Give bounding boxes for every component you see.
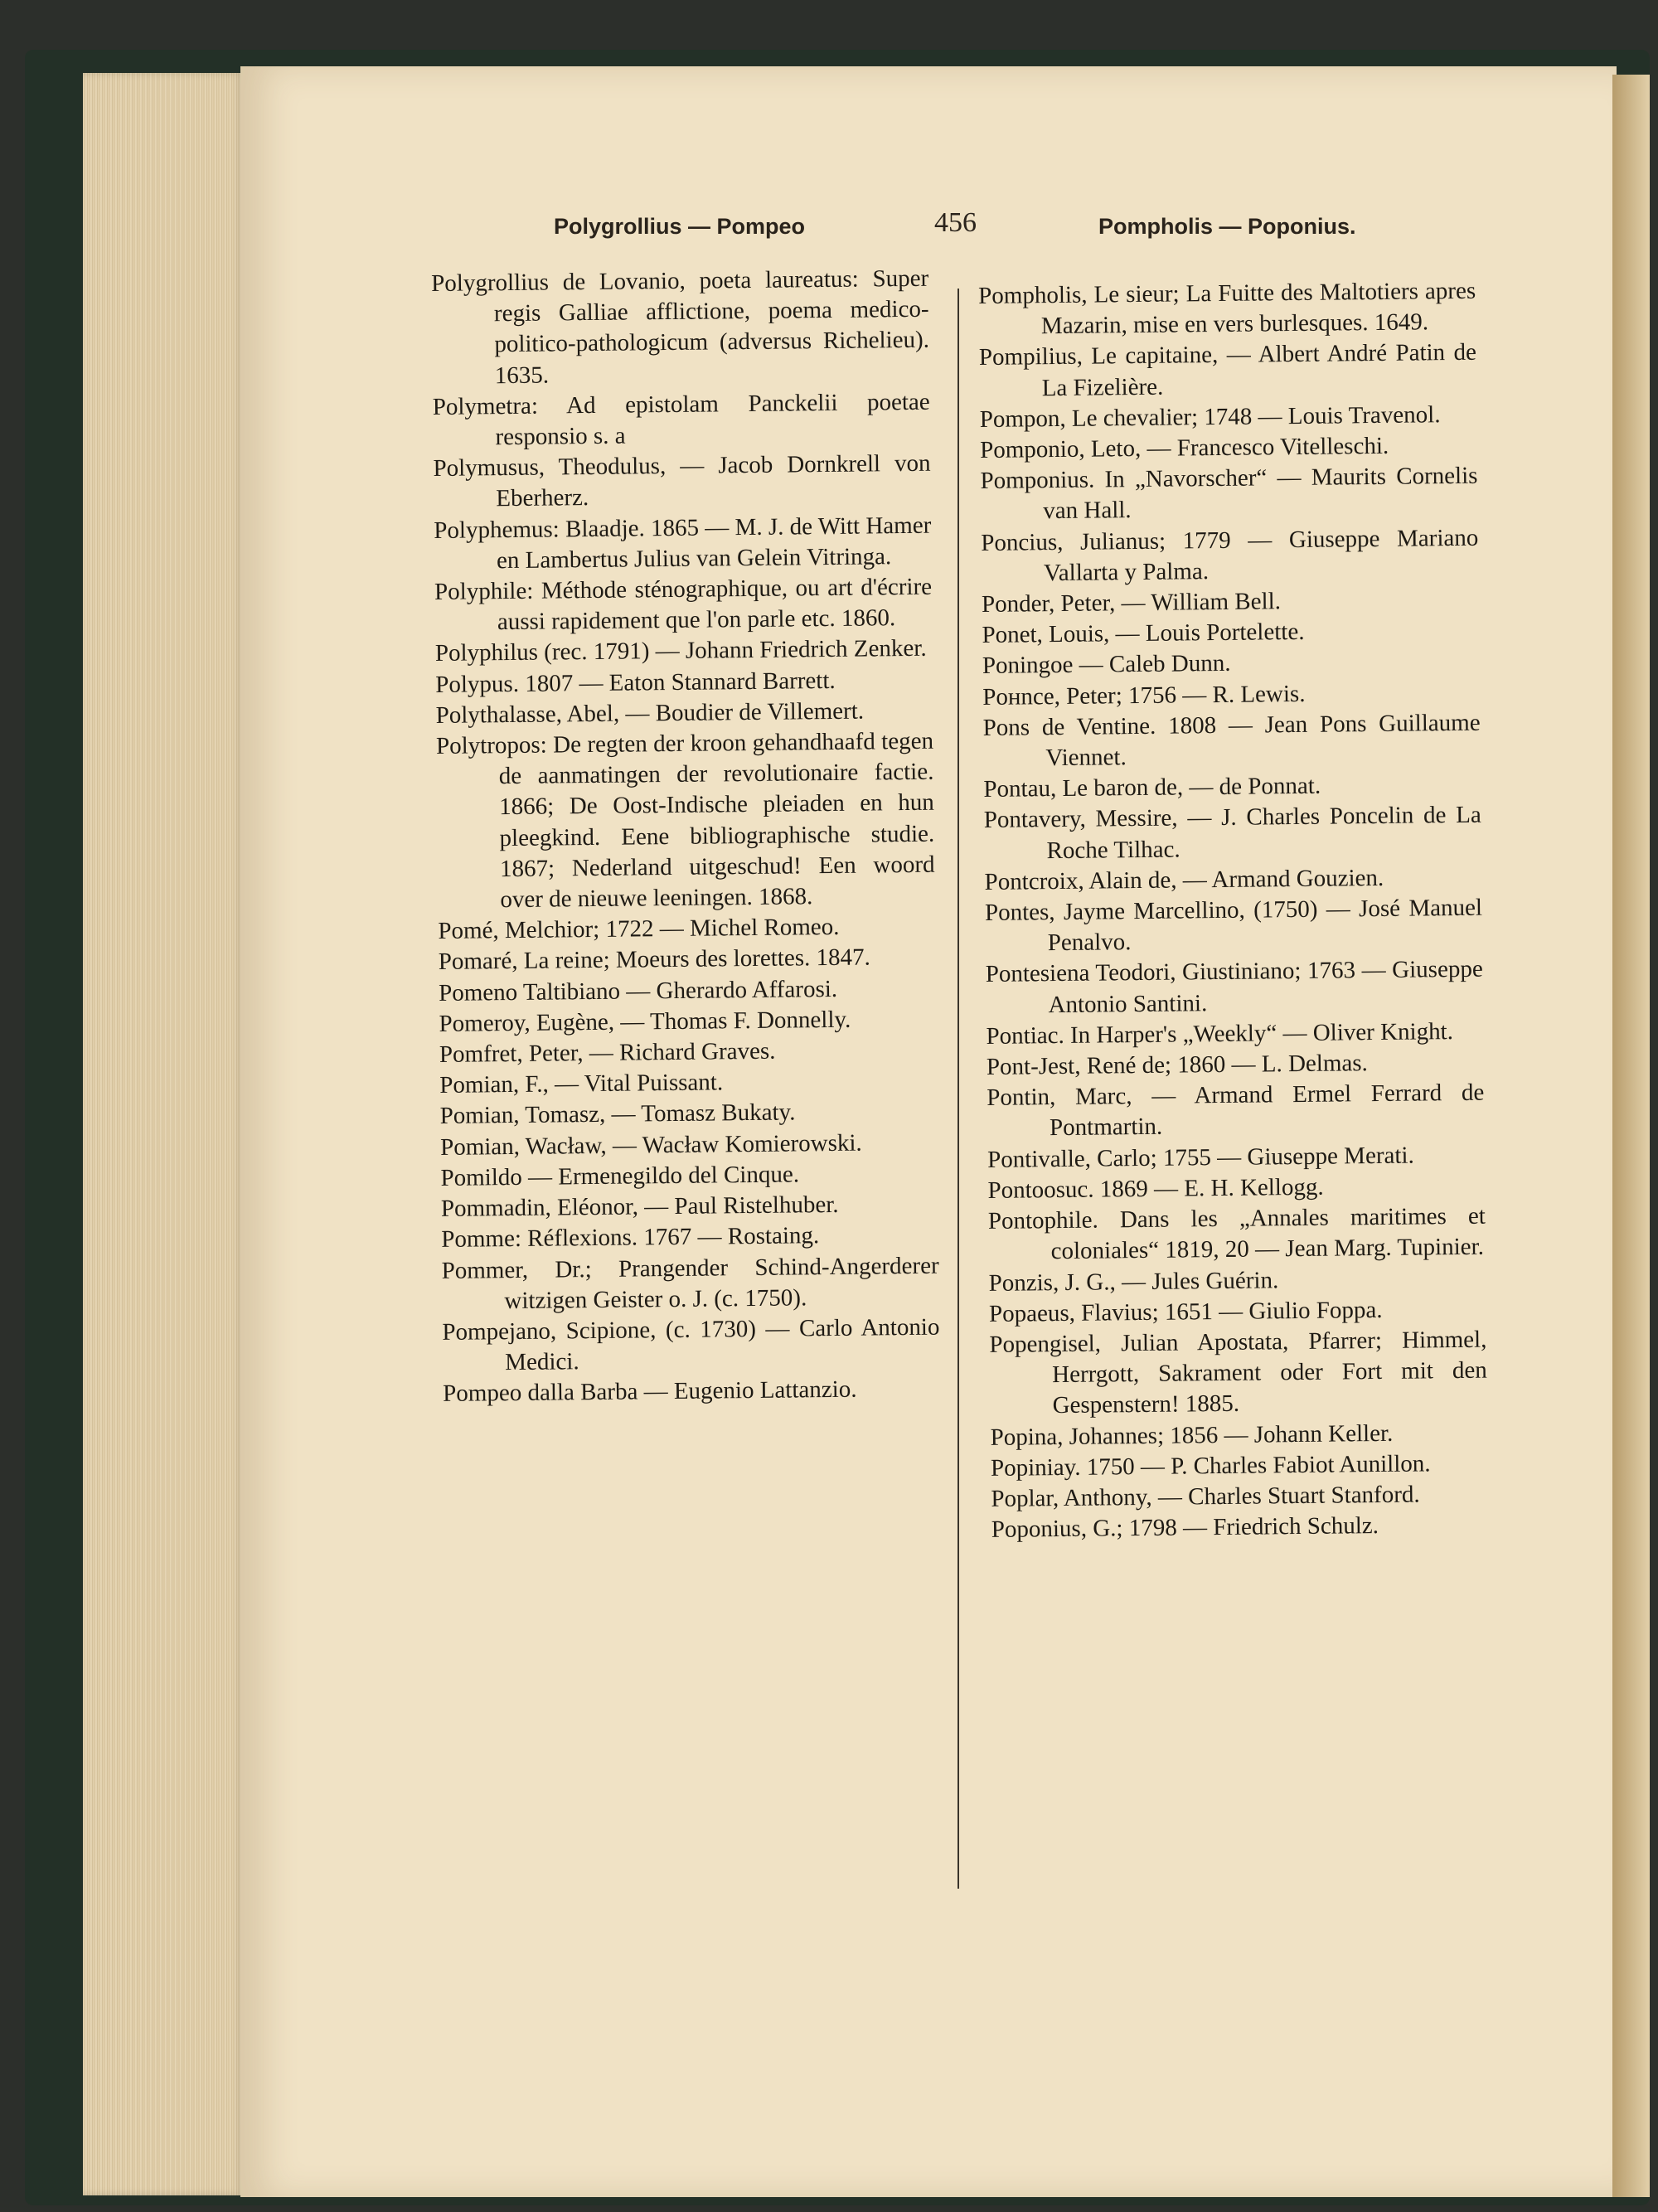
index-entry: Pomé, Melchior; 1722 — Michel Romeo. (438, 914, 840, 945)
left-column (431, 264, 940, 1410)
index-entry: Pomildo — Ermenegildo del Cinque. (440, 1161, 800, 1191)
index-entry: Polytropos: De regten der kroon gehandhaafd tegen de aanmatingen der revolutionaire factie. 1866; De Oost-Indische pleiaden en hun pleegkind. Eene bibliographische studie. 1867; Nederland uitgeschud! Een woord over de nieuwe leeningen. 1868. (435, 727, 935, 914)
index-entry: Pontes, Jayme Marcellino, (1750) — José Manuel Penalvo. (984, 894, 1483, 957)
index-entry: Poncius, Julianus; 1779 — Giuseppe Mariano Vallarta y Palma. (981, 524, 1479, 587)
index-entry: Pontesiena Teodori, Giustiniano; 1763 — Giuseppe Antonio Santini. (985, 956, 1483, 1018)
index-entry: Polygrollius de Lovanio, poeta laureatus: Super regis Galliae afflictione, poema medico-politico-pathologicum (adversus Richelieu). 1635. (431, 264, 930, 389)
index-entry: Poponius, G.; 1798 — Friedrich Schulz. (991, 1512, 1379, 1544)
index-entry: Pontcroix, Alain de, — Armand Gouzien. (984, 864, 1384, 895)
index-entry: Poningoe — Caleb Dunn. (982, 650, 1231, 680)
index-entry: Popengisel, Julian Apostata, Pfarrer; Himmel, Herrgott, Sakrament oder Fort mit den Gespenstern! 1885. (989, 1326, 1487, 1419)
index-entry: Polymusus, Theodulus, — Jacob Dornkrell von Eberherz. (433, 449, 931, 512)
index-entry: Pomme: Réflexions. 1767 — Rostaing. (441, 1222, 820, 1254)
index-entry: Pontivalle, Carlo; 1755 — Giuseppe Merati. (987, 1142, 1414, 1173)
index-entry: Pompon, Le chevalier; 1748 — Louis Travenol. (979, 400, 1441, 433)
index-entry: Pontau, Le baron de, — de Ponnat. (983, 772, 1321, 803)
index-entry: Pomeno Taltibiano — Gherardo Affarosi. (438, 975, 838, 1007)
facing-page-edge (1612, 75, 1650, 2197)
index-entry: Pont-Jest, René de; 1860 — L. Delmas. (986, 1050, 1368, 1081)
index-entry: Ponzis, J. G., — Jules Guérin. (988, 1266, 1279, 1297)
index-entry: Pomian, F., — Vital Puissant. (439, 1069, 724, 1099)
index-entry: Pomian, Wacław, — Wacław Komierowski. (439, 1129, 862, 1161)
index-entry: Pons de Ventine. 1808 — Jean Pons Guillaume Viennet. (982, 709, 1481, 772)
index-entry: Popiniay. 1750 — P. Charles Fabiot Aunillon. (990, 1450, 1431, 1482)
index-entry: Popaeus, Flavius; 1651 — Giulio Foppa. (988, 1296, 1383, 1327)
index-entry: Polypus. 1807 — Eaton Stannard Barrett. (435, 667, 836, 698)
index-entry: Pontoosuc. 1869 — E. H. Kellogg. (987, 1173, 1324, 1204)
index-entry: Pommadin, Eléonor, — Paul Ristelhuber. (440, 1191, 839, 1223)
index-entry: Pompeo dalla Barba — Eugenio Lattanzio. (443, 1376, 857, 1408)
index-entry: Pomian, Tomasz, — Tomasz Bukaty. (439, 1099, 796, 1130)
index-entry: Ponder, Peter, — William Bell. (981, 588, 1282, 618)
index-entry: Pontin, Marc, — Armand Ermel Ferrard de Pontmartin. (987, 1079, 1485, 1142)
index-entry: Poplar, Anthony, — Charles Stuart Stanford. (991, 1481, 1420, 1512)
index-entry: Pompilius, Le capitaine, — Albert André Patin de La Fizelière. (978, 339, 1477, 401)
running-head-left: Polygrollius — Pompeo (554, 214, 806, 239)
index-entry: Pontavery, Messire, — J. Charles Poncelin de La Roche Tilhac. (983, 802, 1481, 864)
index-entry: Popina, Johannes; 1856 — Johann Keller. (990, 1419, 1394, 1451)
page-edges (83, 73, 245, 2195)
index-entry: Polyphilus (rec. 1791) — Johann Friedrich Zenker. (434, 635, 927, 667)
index-entry: Polythalasse, Abel, — Boudier de Villemert. (435, 697, 865, 729)
page-number: 456 (934, 207, 977, 238)
index-entry: Pomaré, La reine; Moeurs des lorettes. 1847. (438, 943, 870, 976)
index-entry: Pomfret, Peter, — Richard Graves. (439, 1037, 776, 1069)
index-entry: Polymetra: Ad epistolam Panckelii poetae responsio s. a (432, 388, 930, 451)
index-entry: Ponet, Louis, — Louis Portelette. (982, 618, 1305, 649)
right-column (978, 276, 1489, 1546)
index-entry: Pommer, Dr.; Prangender Schind-Angerderer witzigen Geister o. J. (c. 1750). (441, 1252, 939, 1314)
index-entry: Polyphile: Méthode sténographique, ou art d'écrire aussi rapidement que l'on parle etc. 1860. (434, 573, 933, 636)
column-divider (957, 289, 959, 1889)
index-entry: Pontiac. In Harper's „Weekly“ — Oliver Knight. (986, 1017, 1454, 1050)
running-head-right: Pompholis — Poponius. (1098, 214, 1356, 239)
index-entry: Pompholis, Le sieur; La Fuitte des Maltotiers apres Mazarin, mise en vers burlesques. 1649. (978, 277, 1476, 340)
index-entry: Polyphemus: Blaadje. 1865 — M. J. de Witt Hamer en Lambertus Julius van Gelein Vitringa. (434, 512, 932, 575)
index-entry: Pomeroy, Eugène, — Thomas F. Donnelly. (439, 1006, 851, 1037)
index-entry: Pomponius. In „Navorscher“ — Maurits Cornelis van Hall. (980, 462, 1478, 525)
index-entry: Pomponio, Leto, — Francesco Vitelleschi. (979, 432, 1389, 464)
index-entry: Pompejano, Scipione, (c. 1730) — Carlo Antonio Medici. (442, 1313, 940, 1376)
index-entry: Pонnce, Peter; 1756 — R. Lewis. (982, 680, 1306, 711)
index-entry: Pontophile. Dans les „Annales maritimes et coloniales“ 1819, 20 — Jean Marg. Tupinier. (987, 1202, 1486, 1265)
